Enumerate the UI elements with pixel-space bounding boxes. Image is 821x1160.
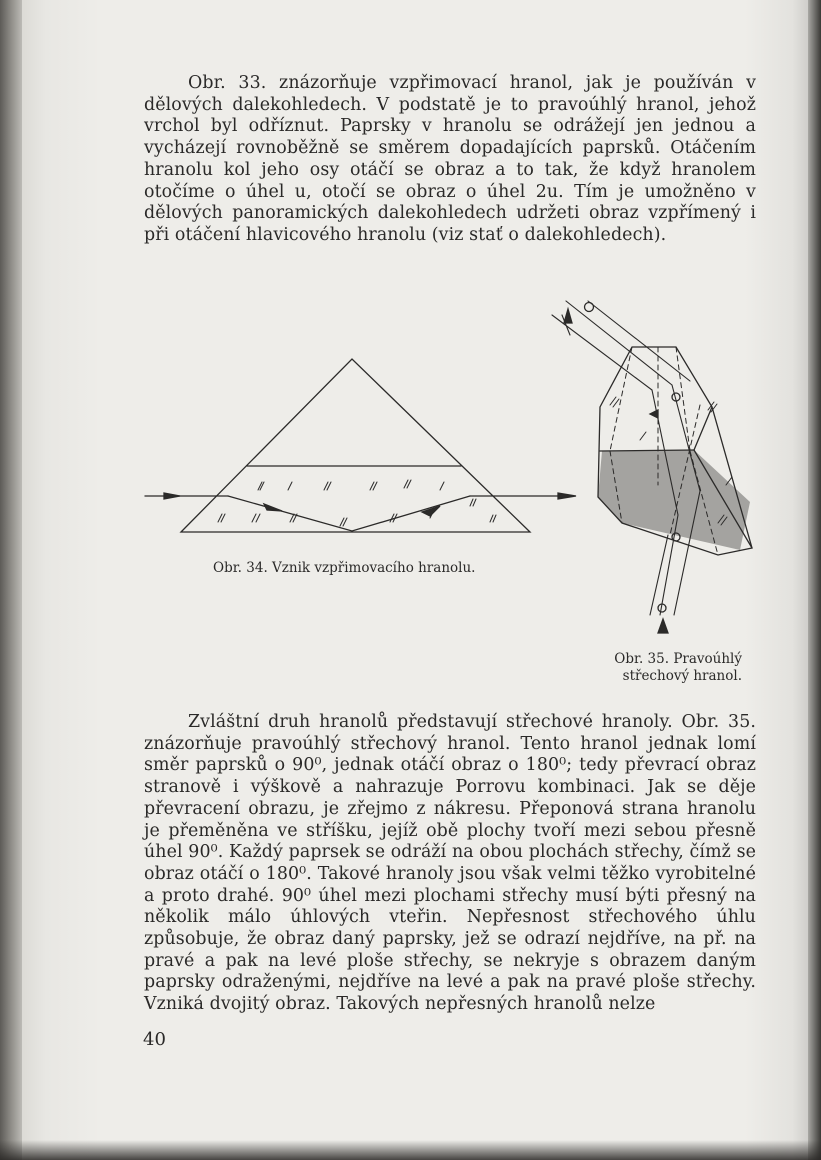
- figure-35-caption-line-1: Obr. 35. Pravoúhlý: [614, 651, 742, 667]
- object-arrow-in: [564, 309, 572, 323]
- glass-hatching: [218, 480, 496, 526]
- image-arrow-mid: [650, 410, 658, 418]
- prism-upper-edge: [694, 407, 712, 450]
- incoming-arrowhead: [164, 493, 180, 499]
- page-shadow-bottom: [0, 1140, 821, 1160]
- reflected-ray-path: [228, 496, 470, 531]
- ray-marker-circle: [585, 303, 594, 312]
- figure-35-caption-line-2: střechový hranol.: [622, 668, 742, 684]
- paragraph-erecting-prism: [144, 73, 756, 247]
- figure-35-caption: [560, 651, 742, 685]
- ray-arrowhead-left: [264, 504, 282, 511]
- prism-outline-triangle: [181, 359, 530, 532]
- figure-34-erecting-prism: [140, 350, 590, 550]
- paragraph-1-text: Obr. 33. znázorňuje vzpřimovací hranol, jak je používán v dělových dalekohledech. V podstatě je to pravoúhlý hranol, jehož vrchol byl odříznut. Paprsky v hranolu se odrážejí jen jednou a vycházejí rovnoběžně se směrem dopadajících paprsků. Otáčením hranolu kol jeho osy otáčí se obraz a to tak, že když hranolem otočíme o úhel u, otočí se obraz o úhel 2u. Tím je umožněno v dělových panoramických dalekohledech udržeti obraz vzpřímený i při otáčení hlavicového hranolu (viz stať o dalekohledech).: [144, 73, 756, 245]
- book-gutter: [0, 0, 22, 1160]
- paragraph-2-text: Zvláštní druh hranolů představují střechové hranoly. Obr. 35. znázorňuje pravoúhlý střechový hranol. Tento hranol jednak lomí směr paprsků o 90⁰, jednak otáčí obraz o 180⁰; tedy převrací obraz stranově i výškově a nahrazuje Porrovu kombinaci. Jak se děje převracení obrazu, je zřejmo z nákresu. Přeponová strana hranolu je přeměněna ve stříšku, jejíž obě plochy tvoří mezi sebou přesně úhel 90⁰. Každý paprsek se odráží na obou plochách střechy, čímž se obraz otáčí o 180⁰. Takové hranoly jsou však velmi těžko vyrobitelné a proto drahé. 90⁰ úhel mezi plochami střechy musí býti přesný na několik málo úhlových vteřin. Nepřesnost střechového úhlu způsobuje, že obraz daný paprsky, jež se odrazí nejdříve, na př. na pravé a pak na levé ploše střechy, se nekryje s obrazem daným paprsky odraženými, nejdříve na levé a pak na pravé ploše střechy. Vzniká dvojitý obraz. Takových nepřesných hranolů nelze: [144, 712, 756, 1015]
- figure-34-caption: Obr. 34. Vznik vzpřimovacího hranolu.: [213, 560, 476, 576]
- figure-35-roof-prism: [540, 285, 770, 650]
- page-edge: [808, 0, 821, 1160]
- paragraph-roof-prisms: [144, 712, 756, 1016]
- page-number: 40: [143, 1029, 166, 1050]
- image-arrow-out: [658, 619, 668, 633]
